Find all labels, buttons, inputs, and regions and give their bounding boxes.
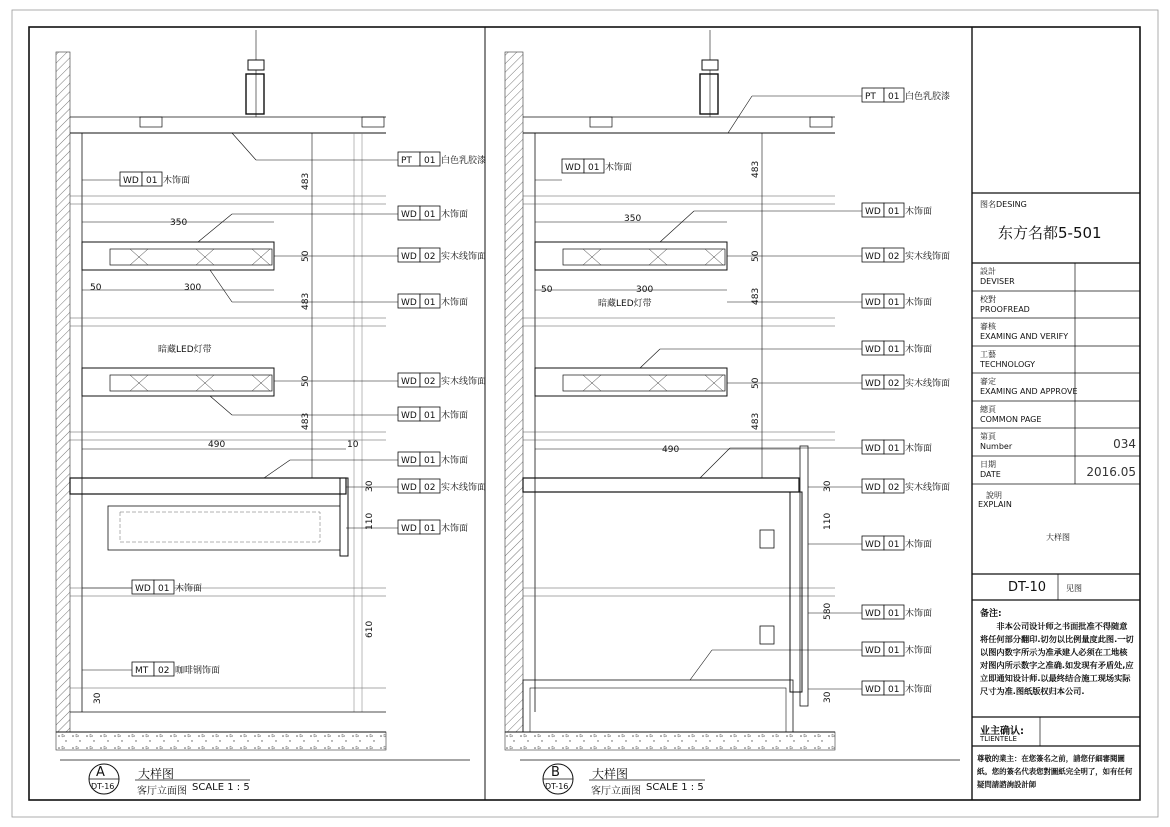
dimension-label: 350 xyxy=(624,214,642,224)
material-number: 01 xyxy=(424,210,436,220)
material-number: 01 xyxy=(888,207,900,217)
title-block-row-label: 審核 xyxy=(980,322,996,331)
title-block-row-label: 工藝 xyxy=(980,350,996,359)
material-name: 实木线饰面 xyxy=(441,252,487,262)
elevation-view-a xyxy=(56,30,398,750)
material-name: 木饰面 xyxy=(905,540,933,550)
owner-footer-text: 尊敬的業主：在您簽名之前，請您仔細審閱圖紙。您的簽名代表您對圖紙完全明了，如有任何疑問請諮詢設計師 xyxy=(977,754,1133,789)
dimension-label: 30 xyxy=(823,691,833,703)
material-code: WD xyxy=(401,456,417,466)
title-block-row-label-en: DEVISER xyxy=(980,277,1015,286)
owner-confirm-label: 业主确认: xyxy=(980,726,1024,737)
dimension-label: 490 xyxy=(208,440,226,450)
title-block-row-label: 審定 xyxy=(980,377,996,386)
material-name: 木饰面 xyxy=(441,524,469,534)
inner-border xyxy=(29,27,1140,800)
material-code: MT xyxy=(135,666,149,676)
material-number: 01 xyxy=(888,609,900,619)
material-code: WD xyxy=(401,210,417,220)
dimension-label: 110 xyxy=(823,512,833,530)
title-block-row-label-en: EXAMING AND VERIFY xyxy=(980,332,1069,341)
material-code: WD xyxy=(865,298,881,308)
view-b-subtitle: 客厅立面图 xyxy=(591,786,641,797)
drawing-note: 见图 xyxy=(1066,584,1082,593)
shelf-2-a xyxy=(82,368,274,396)
view-a-title: 大样图 xyxy=(138,767,175,781)
dimension-label: 483 xyxy=(301,412,311,430)
material-number: 01 xyxy=(888,540,900,550)
material-name: 木饰面 xyxy=(905,345,933,355)
material-number: 01 xyxy=(424,524,436,534)
material-name: 实木线饰面 xyxy=(905,379,951,389)
material-number: 01 xyxy=(888,646,900,656)
view-b-title: 大样图 xyxy=(592,767,629,781)
material-code: WD xyxy=(401,377,417,387)
material-code: WD xyxy=(865,444,881,454)
dimension-label: 110 xyxy=(365,512,375,530)
dimension-label: 50 xyxy=(751,377,761,389)
dimension-label: 483 xyxy=(301,172,311,190)
title-block-row-label: 設計 xyxy=(980,267,996,276)
explain-label-en: EXPLAIN xyxy=(978,500,1012,509)
material-number: 02 xyxy=(888,252,900,262)
view-marker-a-ref: DT-16 xyxy=(91,782,115,791)
counter-b xyxy=(523,478,799,492)
floor-slab-a xyxy=(56,732,386,750)
dimension-label: 483 xyxy=(751,287,761,305)
material-name: 白色乳胶漆 xyxy=(905,92,951,102)
material-number: 01 xyxy=(424,456,436,466)
material-code: WD xyxy=(865,685,881,695)
dimension-label: 483 xyxy=(301,292,311,310)
material-name: 木饰面 xyxy=(441,456,469,466)
material-number: 01 xyxy=(888,298,900,308)
view-marker-a-id: A xyxy=(96,765,105,780)
title-block-row-label-en: Number xyxy=(980,442,1013,451)
material-code: PT xyxy=(865,92,876,102)
title-block-row-value: 2016.05 xyxy=(1086,465,1136,479)
shelf-2-b xyxy=(535,368,727,396)
material-code: WD xyxy=(865,609,881,619)
title-block-row-label-en: TECHNOLOGY xyxy=(980,360,1035,369)
material-number: 01 xyxy=(424,411,436,421)
dimension-label: 490 xyxy=(662,445,680,455)
dimension-label: 50 xyxy=(541,285,553,295)
title-block-row-label: 日期 xyxy=(980,460,996,469)
material-name: 实木线饰面 xyxy=(905,252,951,262)
material-number: 01 xyxy=(146,176,158,186)
led-strip-note: 暗藏LED灯带 xyxy=(158,345,212,355)
material-code: WD xyxy=(401,411,417,421)
material-code: WD xyxy=(401,524,417,534)
dimension-label: 30 xyxy=(823,480,833,492)
material-name: 木饰面 xyxy=(905,646,933,656)
elevation-view-b xyxy=(505,30,862,750)
material-name: 木饰面 xyxy=(175,584,203,594)
material-number: 02 xyxy=(888,379,900,389)
material-name: 木饰面 xyxy=(441,298,469,308)
view-a-scale: SCALE 1 : 5 xyxy=(192,782,250,793)
material-name: 木饰面 xyxy=(905,444,933,454)
dimension-label: 30 xyxy=(365,480,375,492)
material-code: WD xyxy=(565,163,581,173)
title-block-row-label-en: DATE xyxy=(980,470,1001,479)
led-strip-note: 暗藏LED灯带 xyxy=(598,299,652,309)
material-number: 01 xyxy=(888,345,900,355)
material-name: 实木线饰面 xyxy=(441,483,487,493)
material-name: 木饰面 xyxy=(905,207,933,217)
dimension-label: 50 xyxy=(301,250,311,262)
material-name: 白色乳胶漆 xyxy=(441,156,487,166)
floor-slab-b xyxy=(505,732,835,750)
material-number: 01 xyxy=(588,163,600,173)
material-code: PT xyxy=(401,156,412,166)
material-number: 02 xyxy=(888,483,900,493)
dimension-label: 483 xyxy=(751,160,761,178)
wall-hatch-b xyxy=(505,52,523,732)
material-code: WD xyxy=(401,298,417,308)
title-block-row-label-en: PROOFREAD xyxy=(980,305,1030,314)
material-name: 实木线饰面 xyxy=(905,483,951,493)
material-name: 木饰面 xyxy=(905,298,933,308)
title-block-row-label: 總頁 xyxy=(980,405,996,414)
material-code: WD xyxy=(865,540,881,550)
view-marker-b-id: B xyxy=(551,765,560,780)
explain-label: 說明 xyxy=(986,491,1002,500)
dimension-label: 483 xyxy=(751,412,761,430)
material-name: 木饰面 xyxy=(163,176,191,186)
title-block-row-label: 校對 xyxy=(980,295,996,304)
material-code: WD xyxy=(865,207,881,217)
material-code: WD xyxy=(865,379,881,389)
material-number: 01 xyxy=(158,584,170,594)
explain-value: 大样图 xyxy=(1046,533,1070,542)
title-block-row-label-en: COMMON PAGE xyxy=(980,415,1042,424)
material-code: WD xyxy=(401,483,417,493)
material-number: 02 xyxy=(424,377,436,387)
material-number: 02 xyxy=(424,483,436,493)
title-block-row-label-en: EXAMING AND APPROVE xyxy=(980,387,1078,396)
drawing-number: DT-10 xyxy=(1008,580,1046,595)
owner-confirm-label-en: TLIENTELE xyxy=(980,735,1017,743)
material-name: 木饰面 xyxy=(905,685,933,695)
dimension-label: 580 xyxy=(823,602,833,620)
counter-a xyxy=(70,478,346,494)
dimension-label: 10 xyxy=(347,440,359,450)
dimension-label: 50 xyxy=(90,283,102,293)
material-name: 木饰面 xyxy=(441,210,469,220)
material-code: WD xyxy=(865,646,881,656)
material-number: 01 xyxy=(424,298,436,308)
dimension-label: 50 xyxy=(301,375,311,387)
dimension-label: 610 xyxy=(365,620,375,638)
material-name: 实木线饰面 xyxy=(441,377,487,387)
material-code: WD xyxy=(401,252,417,262)
notes-title: 备注: xyxy=(980,609,1002,619)
material-number: 01 xyxy=(888,685,900,695)
material-code: WD xyxy=(123,176,139,186)
material-name: 咖啡钢饰面 xyxy=(175,666,221,676)
dimension-label: 300 xyxy=(636,285,654,295)
material-name: 木饰面 xyxy=(441,411,469,421)
dimension-label: 50 xyxy=(751,250,761,262)
material-name: 木饰面 xyxy=(605,163,633,173)
material-number: 01 xyxy=(424,156,436,166)
material-number: 01 xyxy=(888,92,900,102)
view-a-subtitle: 客厅立面图 xyxy=(137,786,187,797)
shelf-1-a xyxy=(82,242,274,270)
dimension-label: 300 xyxy=(184,283,202,293)
material-code: WD xyxy=(865,483,881,493)
shelf-1-b xyxy=(535,242,727,270)
material-number: 01 xyxy=(888,444,900,454)
view-b-scale: SCALE 1 : 5 xyxy=(646,782,704,793)
material-code: WD xyxy=(135,584,151,594)
dimension-label: 350 xyxy=(170,218,188,228)
title-block-row-value: 034 xyxy=(1113,437,1136,451)
dimension-label: 30 xyxy=(93,692,103,704)
material-number: 02 xyxy=(158,666,170,676)
material-code: WD xyxy=(865,252,881,262)
wall-hatch-a xyxy=(56,52,70,732)
view-marker-b-ref: DT-16 xyxy=(545,782,569,791)
material-code: WD xyxy=(865,345,881,355)
project-name: 东方名都5-501 xyxy=(998,224,1102,242)
material-number: 02 xyxy=(424,252,436,262)
notes-text: 非本公司设计师之书面批准不得随意将任何部分翻印.切勿以比例量度此图.一切以图内数字所示为准承建人必须在工地核对图内所示数字之准确.如发现有矛盾处,应立即通知设计师.以最终结合施工现场实际尺寸为准.图纸版权归本公司. xyxy=(980,621,1134,696)
project-label: 图名DESING xyxy=(980,200,1027,209)
title-block-row-label: 第頁 xyxy=(980,432,996,441)
material-name: 木饰面 xyxy=(905,609,933,619)
